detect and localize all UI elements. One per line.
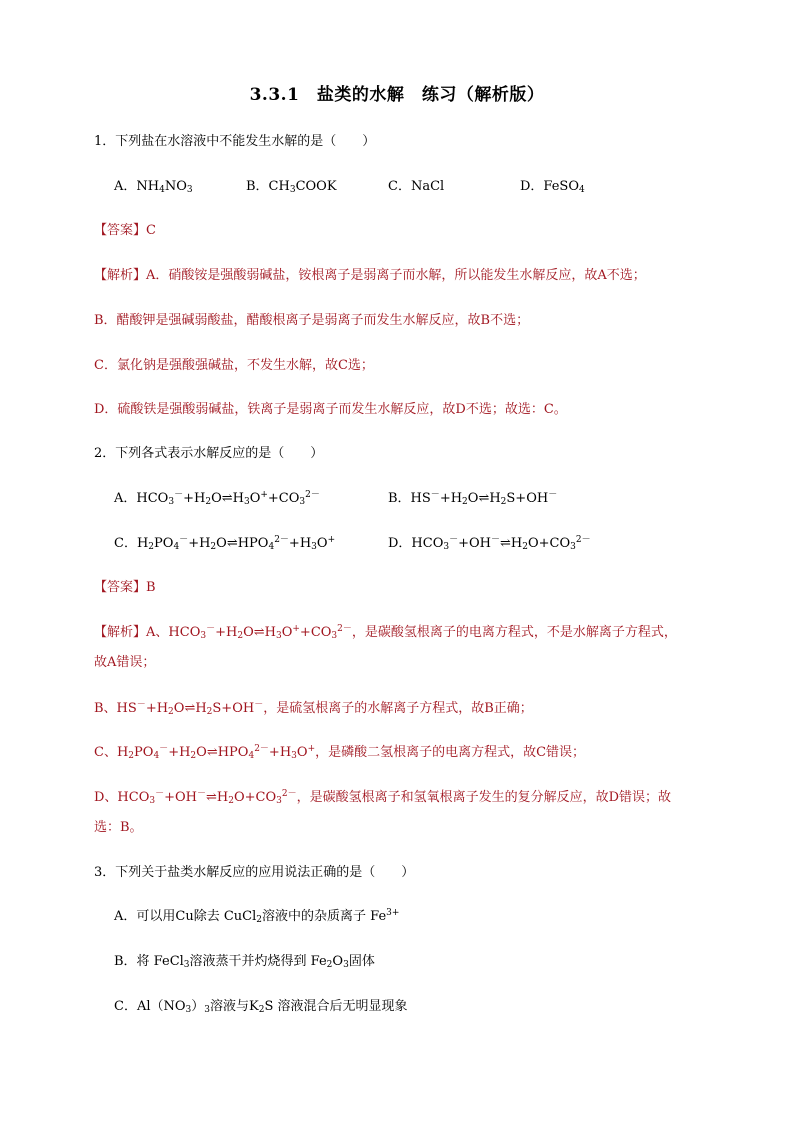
question-1-analysis-line: C．氯化钠是强酸强碱盐，不发生水解，故C选；	[94, 358, 374, 373]
question-2-answer: 【答案】B	[94, 580, 156, 595]
question-1-analysis-line: D．硫酸铁是强酸弱碱盐，铁离子是弱离子而发生水解反应，故D不选；故选：C。	[94, 402, 567, 417]
question-1-analysis-line: B．醋酸钾是强碱弱酸盐，醋酸根离子是弱离子而发生水解反应，故B不选；	[94, 313, 530, 328]
question-2-stem: 2．下列各式表示水解反应的是（ ）	[94, 446, 324, 461]
question-1-option-a: A．$NH_4NO_3$	[114, 179, 193, 195]
question-1-option-d: D．FeSO$_4$	[520, 179, 585, 195]
question-2-option-a: A．$HCO_3^-+H_2O\rightleftharpoons H_3O^++CO_3^{2-}$	[114, 490, 320, 507]
question-2-option-d: D．$HCO_3^-+OH^-\rightleftharpoons H_2O+CO_3^{2-}$	[388, 535, 591, 552]
question-3-stem: 3．下列关于盐类水解反应的应用说法正确的是（ ）	[94, 865, 415, 880]
question-1-option-b: B．$CH_3COOK$	[246, 179, 337, 195]
question-2-analysis-a-continued: 故A错误；	[94, 655, 156, 670]
question-2-analysis-b: B、$HS^-+H_2O\rightleftharpoons H_2S+OH^-$，是硫氢根离子的水解离子方程式，故B正确；	[94, 700, 533, 717]
question-1-answer: 【答案】C	[94, 223, 156, 238]
question-2-option-c: C．$H_2PO_4^-+H_2O\rightleftharpoons HPO_4^{2-}+H_3O^+$	[114, 535, 336, 552]
question-1-option-c: C．NaCl	[388, 179, 445, 194]
question-3-option-a: A．可以用Cu除去 CuCl$_2$溶液中的杂质离子 $Fe^{3+}$	[114, 908, 400, 925]
question-2-analysis-c: C、$H_2PO_4^-+H_2O\rightleftharpoons HPO_4^{2-}+H_3O^+$，是磷酸二氢根离子的电离方程式，故C错误；	[94, 744, 586, 761]
question-1-stem: 1．下列盐在水溶液中不能发生水解的是（ ）	[94, 134, 376, 149]
question-3-option-b: B．将 FeCl$_3$溶液蒸干并灼烧得到 $Fe_2O_3$固体	[114, 954, 375, 970]
question-2-analysis-d: D、$HCO_3^-+OH^-\rightleftharpoons H_2O+CO_3^{2-}$，是碳酸氢根离子和氢氧根离子发生的复分解反应，故D错误；故	[94, 789, 672, 806]
question-3-option-c: C．$Al(NO_3)_3$溶液与$K_2S$ 溶液混合后无明显现象	[114, 999, 408, 1015]
question-1-analysis-line: 【解析】A．硝酸铵是强酸弱碱盐，铵根离子是弱离子而水解，所以能发生水解反应，故A不选；	[94, 268, 646, 283]
question-2-analysis-a: 【解析】A、$HCO_3^-+H_2O\rightleftharpoons H_3O^++CO_3^{2-}$，是碳酸氢根离子的电离方程式，不是水解离子方程式，	[94, 624, 677, 641]
question-2-option-b: B．$HS^-+H_2O\rightleftharpoons H_2S+OH^-$	[388, 490, 558, 507]
question-2-analysis-d-continued: 选：B。	[94, 820, 143, 835]
page-title: 3.3.1 盐类的水解 练习（解析版）	[249, 85, 545, 105]
